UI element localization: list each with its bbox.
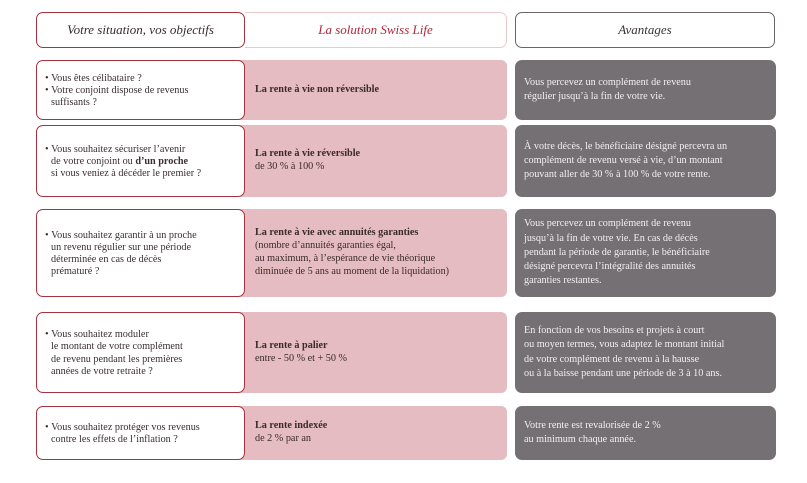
header-situation: Votre situation, vos objectifs xyxy=(36,12,245,48)
avantages-line: En fonction de vos besoins et projets à court xyxy=(524,325,705,337)
solution-detail: au maximum, à l’espérance de vie théorique xyxy=(255,253,436,264)
situation-text: de votre conjoint ou xyxy=(51,155,133,167)
avantages-line: Vous percevez un complément de revenu xyxy=(524,76,691,88)
situation-line xyxy=(45,242,236,254)
avantages-line: pouvant aller de 30 % à 100 % de votre rente. xyxy=(524,169,711,181)
avantages-cell xyxy=(515,209,776,297)
situation-cell xyxy=(36,406,245,460)
situation-text: le montant de votre complément xyxy=(51,341,183,353)
avantages-line: de votre complément de revenu à la hausse xyxy=(524,353,700,365)
situation-cell xyxy=(36,209,245,297)
solution-detail: de 2 % par an xyxy=(255,433,312,444)
situation-line xyxy=(45,341,236,353)
situation-text: Vous êtes célibataire ? xyxy=(51,72,142,84)
situation-line xyxy=(45,73,236,85)
avantages-cell xyxy=(515,125,776,197)
situation-text: Vous souhaitez sécuriser l’avenir xyxy=(51,143,186,155)
solution-cell xyxy=(236,209,507,297)
situation-text: un revenu régulier sur une période xyxy=(51,241,192,253)
table-row xyxy=(36,125,776,197)
avantages-line: désigné percevra l’intégralité des annuités xyxy=(524,261,696,273)
situation-line xyxy=(45,366,236,378)
situation-line xyxy=(45,144,236,156)
solution-detail: entre - 50 % et + 50 % xyxy=(255,352,348,364)
situation-line xyxy=(45,434,236,446)
situation-line xyxy=(45,254,236,266)
situation-line xyxy=(45,422,236,434)
avantages-line: pendant la période de garantie, le bénéficiaire xyxy=(524,246,710,258)
solution-title: La rente à vie réversible xyxy=(255,148,361,160)
situation-text: années de votre retraite ? xyxy=(51,365,153,377)
situation-text: Vous souhaitez moduler xyxy=(51,329,149,341)
solution-title: La rente à vie non réversible xyxy=(255,83,380,95)
situation-line xyxy=(45,230,236,242)
avantages-cell xyxy=(515,312,776,393)
situation-text: prématuré ? xyxy=(51,266,100,278)
situation-text: déterminée en cas de décès xyxy=(51,254,162,265)
table-row xyxy=(36,312,776,393)
avantages-cell xyxy=(515,406,776,460)
situation-cell xyxy=(36,125,245,197)
avantages-line: ou à la baisse pendant une période de 3 à 10 ans. xyxy=(524,367,723,379)
situation-text: contre les effets de l’inflation ? xyxy=(51,434,178,445)
situation-text: Vous souhaitez garantir à un proche xyxy=(51,229,197,241)
situation-text: Votre conjoint dispose de revenus xyxy=(51,84,189,96)
situation-line xyxy=(45,354,236,366)
solution-detail: (nombre d’annuités garanties égal, xyxy=(255,240,396,252)
solution-title: La rente à vie avec annuités garanties xyxy=(255,227,419,239)
avantages-cell xyxy=(515,60,776,120)
situation-text: si vous veniez à décéder le premier ? xyxy=(51,168,202,180)
situation-text: de revenu pendant les premières xyxy=(51,353,183,365)
situation-line xyxy=(45,266,236,278)
avantages-line: au minimum chaque année. xyxy=(524,434,637,445)
avantages-line: Vous percevez un complément de revenu xyxy=(524,218,691,230)
solution-title: La rente à palier xyxy=(255,339,328,351)
table-row xyxy=(36,406,776,460)
avantages-line: complément de revenu versé à vie, d’un montant xyxy=(524,154,723,166)
situation-line xyxy=(45,85,236,97)
situation-text: suffisants ? xyxy=(51,97,97,109)
situation-cell xyxy=(36,60,245,120)
situation-line xyxy=(45,156,236,168)
solution-cell xyxy=(236,312,507,393)
header-avantages: Avantages xyxy=(515,12,775,48)
avantages-line: garanties restantes. xyxy=(524,275,602,287)
situation-line xyxy=(45,168,236,180)
avantages-line: Votre rente est revalorisée de 2 % xyxy=(524,419,661,431)
situation-text: Vous souhaitez protéger vos revenus xyxy=(51,421,200,433)
header-solution: La solution Swiss Life xyxy=(245,12,507,48)
solution-cell xyxy=(236,60,507,120)
avantages-line: ou moyen termes, vous adaptez le montant initial xyxy=(524,339,725,351)
situation-emphasis: d’un proche xyxy=(135,155,189,167)
situation-line xyxy=(45,97,236,109)
solution-title: La rente indexée xyxy=(255,420,328,432)
avantages-line: régulier jusqu’à la fin de votre vie. xyxy=(524,91,666,102)
avantages-line: À votre décès, le bénéficiaire désigné percevra un xyxy=(524,140,728,152)
solution-detail: de 30 % à 100 % xyxy=(255,161,325,172)
solution-detail: diminuée de 5 ans au moment de la liquidation) xyxy=(255,265,450,277)
solution-cell xyxy=(236,406,507,460)
avantages-line: jusqu’à la fin de votre vie. En cas de décès xyxy=(524,232,698,244)
situation-cell xyxy=(36,312,245,393)
table-row xyxy=(36,209,776,297)
situation-line xyxy=(45,329,236,341)
solution-cell xyxy=(236,125,507,197)
table-row xyxy=(36,60,776,120)
